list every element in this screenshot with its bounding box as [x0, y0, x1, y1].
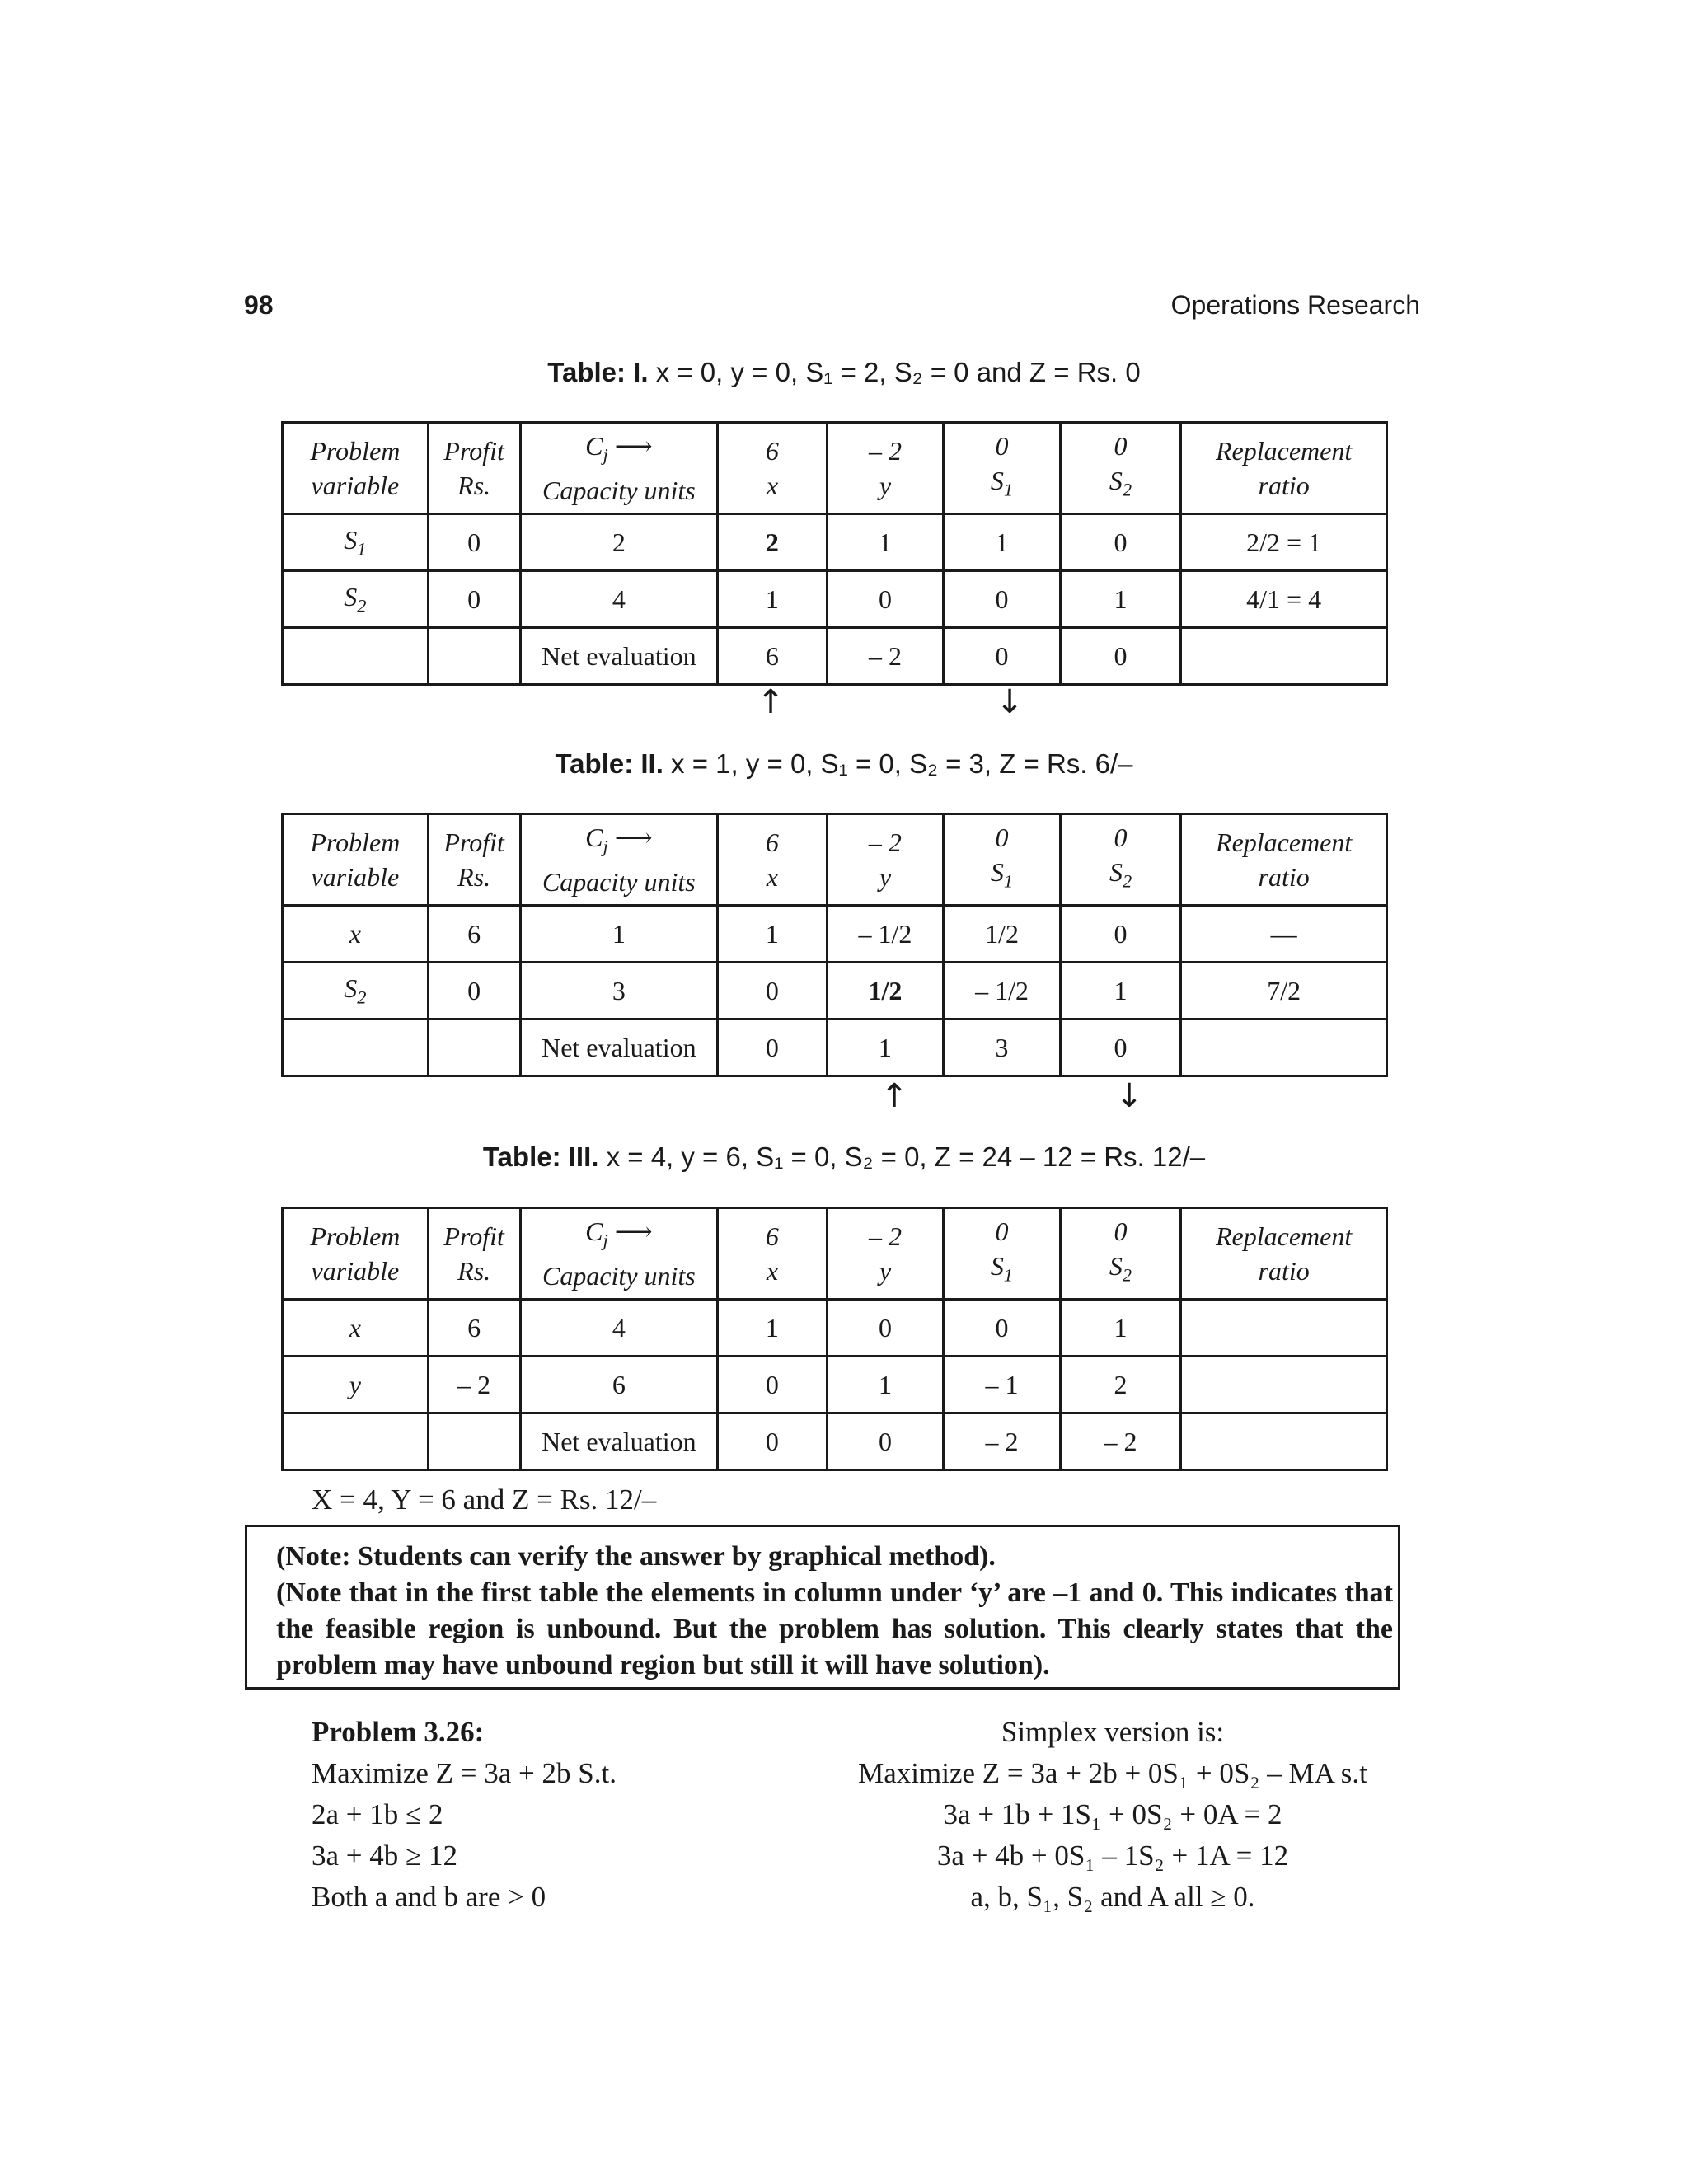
table-cell: 7/2 — [1181, 963, 1387, 1019]
header-cell: Replacement ratio — [1181, 814, 1387, 906]
table-row — [283, 628, 1387, 685]
header-cell: 0 $S_1$ — [944, 1208, 1061, 1300]
table-cell: 0 — [944, 628, 1061, 685]
note-line: (Note: Students can verify the answer by graphical method). — [276, 1541, 996, 1572]
table-cell: $S_1$ — [283, 514, 429, 571]
table-cell: 6 — [428, 906, 520, 963]
table-cell: 1 — [827, 514, 944, 571]
table-cell — [283, 628, 429, 685]
table-label: Table: I. — [547, 357, 649, 387]
table-cell: x — [283, 1300, 429, 1357]
table-cell: 1 — [827, 1019, 944, 1076]
header-cell: 6 x — [718, 423, 828, 514]
table-cell: 1 — [1060, 1300, 1181, 1357]
table-caption-text: x = 1, y = 0, S₁ = 0, S₂ = 3, Z = Rs. 6/– — [671, 748, 1133, 779]
simplex-constraint: 3a + 1b + 1S₁ + 0S₂ + 0A = 2 — [943, 1798, 1282, 1830]
table-cell: 1 — [827, 1357, 944, 1413]
table-cell — [1181, 1357, 1387, 1413]
table-cell: 1 — [1060, 963, 1181, 1019]
table-cell: 4/1 = 4 — [1181, 571, 1387, 628]
header-cell: $C_j$ ⟶ Capacity units — [520, 1208, 718, 1300]
note-line: (Note that in the first table the elements in column under ‘y’ are –1 and 0. This indicates that the feasible region is unbound. But the problem has solution. This clearly states that the problem may have unbound region but still it will have solution). — [276, 1577, 1393, 1680]
table-cell: Net evaluation — [520, 628, 718, 685]
table-cell: 0 — [1060, 628, 1181, 685]
table-label: Table: III. — [482, 1141, 599, 1172]
arrow-down-icon: ↓ — [996, 683, 1024, 721]
table-cell — [283, 1413, 429, 1470]
table-cell — [283, 1019, 429, 1076]
table-label: Table: II. — [555, 748, 663, 779]
table-cell: 1 — [718, 571, 828, 628]
header-cell: Profit Rs. — [428, 814, 520, 906]
table-cell: 1/2 — [944, 906, 1061, 963]
table-header-row — [283, 814, 1387, 906]
table-cell: 0 — [827, 1300, 944, 1357]
table-cell: 0 — [428, 514, 520, 571]
table-row — [283, 1413, 1387, 1470]
table-cell: 0 — [1060, 514, 1181, 571]
header-cell: – 2 y — [827, 814, 944, 906]
table-row — [283, 571, 1387, 628]
table-cell: 1 — [718, 1300, 828, 1357]
table-cell: – 1/2 — [944, 963, 1061, 1019]
header-cell: Problem variable — [283, 814, 429, 906]
table-cell: 1 — [1060, 571, 1181, 628]
table-cell: — — [1181, 906, 1387, 963]
note-box — [245, 1525, 1400, 1690]
table-cell: 6 — [718, 628, 828, 685]
header-cell: – 2 y — [827, 423, 944, 514]
problem-constraint: 2a + 1b ≤ 2 — [312, 1798, 443, 1830]
table-cell: 0 — [827, 571, 944, 628]
key-element: 2 — [718, 514, 828, 571]
table-caption — [0, 748, 1688, 780]
simplex-title: Simplex version is: — [1001, 1716, 1225, 1748]
table-cell: 0 — [718, 963, 828, 1019]
table-cell — [1181, 1413, 1387, 1470]
table-row — [283, 906, 1387, 963]
simplex-constraint: 3a + 4b + 0S₁ – 1S₂ + 1A = 12 — [936, 1840, 1289, 1872]
table-cell: 0 — [718, 1413, 828, 1470]
table-cell: 0 — [718, 1019, 828, 1076]
table-caption-text: x = 0, y = 0, S₁ = 2, S₂ = 0 and Z = Rs. 0 — [655, 357, 1141, 387]
table-cell: x — [283, 906, 429, 963]
table-cell: 3 — [944, 1019, 1061, 1076]
header-cell: – 2 y — [827, 1208, 944, 1300]
table-cell: 0 — [827, 1413, 944, 1470]
problem-objective: Maximize Z = 3a + 2b S.t. — [312, 1757, 617, 1789]
header-cell: $C_j$ ⟶ Capacity units — [520, 814, 718, 906]
header-cell: Replacement ratio — [1181, 423, 1387, 514]
key-element: 1/2 — [827, 963, 944, 1019]
table-cell: – 2 — [428, 1357, 520, 1413]
page-number: 98 — [244, 290, 274, 320]
header-cell: 0 $S_1$ — [944, 423, 1061, 514]
problem-constraint: 3a + 4b ≥ 12 — [312, 1840, 457, 1872]
table-cell — [428, 1413, 520, 1470]
table-cell: – 2 — [1060, 1413, 1181, 1470]
table-cell: – 1 — [944, 1357, 1061, 1413]
table-cell: – 1/2 — [827, 906, 944, 963]
table-caption-text: x = 4, y = 6, S₁ = 0, S₂ = 0, Z = 24 – 12 = Rs. 12/– — [606, 1141, 1206, 1172]
table-row — [283, 514, 1387, 571]
simplex-table — [281, 813, 1388, 1077]
header-cell: Profit Rs. — [428, 423, 520, 514]
header-cell: 6 x — [718, 1208, 828, 1300]
table-cell: $S_2$ — [283, 571, 429, 628]
table-cell: – 2 — [944, 1413, 1061, 1470]
table-row — [283, 963, 1387, 1019]
problem-title: Problem 3.26: — [312, 1716, 485, 1748]
header-cell: 0 $S_2$ — [1060, 1208, 1181, 1300]
table-cell — [1181, 1019, 1387, 1076]
header-cell: 0 $S_2$ — [1060, 423, 1181, 514]
table-row — [283, 1357, 1387, 1413]
result-line: X = 4, Y = 6 and Z = Rs. 12/– — [312, 1483, 657, 1516]
simplex-constraint: a, b, S₁, S₂ and A all ≥ 0. — [970, 1881, 1255, 1913]
table-cell: 6 — [520, 1357, 718, 1413]
header-cell: Replacement ratio — [1181, 1208, 1387, 1300]
table-header-row — [283, 1208, 1387, 1300]
table-cell: 6 — [428, 1300, 520, 1357]
simplex-version — [824, 1712, 1401, 1918]
problem-statement — [312, 1712, 617, 1918]
table-cell: 0 — [428, 963, 520, 1019]
table-cell — [428, 628, 520, 685]
table-cell: 0 — [1060, 1019, 1181, 1076]
table-cell: y — [283, 1357, 429, 1413]
table-cell: Net evaluation — [520, 1413, 718, 1470]
table-cell: 3 — [520, 963, 718, 1019]
table-header-row — [283, 423, 1387, 514]
table-cell: 0 — [944, 571, 1061, 628]
table-cell: 4 — [520, 1300, 718, 1357]
table-row — [283, 1019, 1387, 1076]
table-cell: – 2 — [827, 628, 944, 685]
table-row — [283, 1300, 1387, 1357]
table-cell: 4 — [520, 571, 718, 628]
arrow-up-icon: ↑ — [880, 1077, 908, 1115]
table-cell: 0 — [718, 1357, 828, 1413]
table-caption — [0, 357, 1688, 388]
table-cell: $S_2$ — [283, 963, 429, 1019]
table-cell: 0 — [1060, 906, 1181, 963]
simplex-objective: Maximize Z = 3a + 2b + 0S₁ + 0S₂ – MA s.t — [858, 1757, 1367, 1789]
table-cell: 1 — [718, 906, 828, 963]
table-cell — [1181, 1300, 1387, 1357]
table-cell: 2 — [520, 514, 718, 571]
table-cell — [1181, 628, 1387, 685]
header-cell: Problem variable — [283, 1208, 429, 1300]
arrow-up-icon: ↑ — [757, 683, 785, 721]
header-cell: $C_j$ ⟶ Capacity units — [520, 423, 718, 514]
simplex-table — [281, 421, 1388, 686]
header-cell: 6 x — [718, 814, 828, 906]
simplex-table — [281, 1207, 1388, 1471]
header-cell: Profit Rs. — [428, 1208, 520, 1300]
header-cell: 0 $S_2$ — [1060, 814, 1181, 906]
table-cell: 2 — [1060, 1357, 1181, 1413]
problem-constraint: Both a and b are > 0 — [312, 1881, 546, 1913]
table-cell: 0 — [428, 571, 520, 628]
table-cell: 1 — [944, 514, 1061, 571]
table-caption — [0, 1141, 1688, 1173]
table-cell: Net evaluation — [520, 1019, 718, 1076]
arrow-down-icon: ↓ — [1115, 1077, 1143, 1115]
table-cell: 1 — [520, 906, 718, 963]
table-cell: 0 — [944, 1300, 1061, 1357]
table-cell — [428, 1019, 520, 1076]
running-title: Operations Research — [1170, 290, 1420, 320]
header-cell: 0 $S_1$ — [944, 814, 1061, 906]
header-cell: Problem variable — [283, 423, 429, 514]
table-cell: 2/2 = 1 — [1181, 514, 1387, 571]
